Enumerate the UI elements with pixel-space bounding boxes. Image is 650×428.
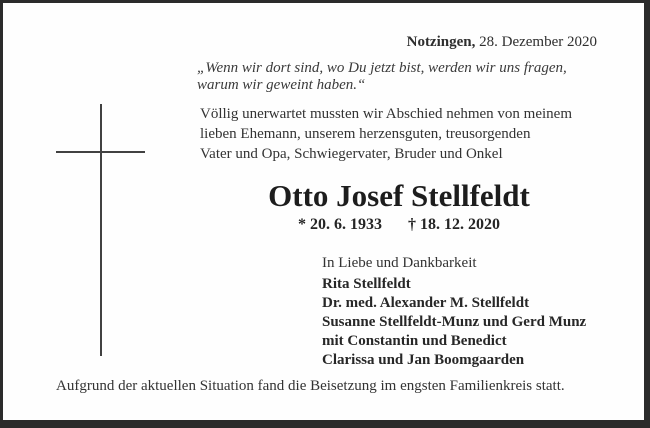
dateline-date: 28. Dezember 2020 <box>475 34 597 50</box>
mourner-item: Susanne Stellfeldt-Munz und Gerd Munz <box>322 314 587 330</box>
dateline <box>407 34 597 51</box>
footer-note: Aufgrund der aktuellen Situation fand die Beisetzung im engsten Familienkreis statt. <box>56 378 565 394</box>
intro-line-1: Völlig unerwartet mussten wir Abschied nehmen von meinem <box>200 106 573 122</box>
farewell-text: In Liebe und Dankbarkeit <box>322 255 477 271</box>
intro-line-3: Vater und Opa, Schwiegervater, Bruder und Onkel <box>200 146 503 162</box>
deceased-block <box>200 179 598 234</box>
intro-paragraph <box>200 104 572 164</box>
mourner-item: Clarissa und Jan Boomgaarden <box>322 352 525 368</box>
memorial-cross-icon <box>100 104 102 356</box>
life-dates <box>200 216 598 234</box>
mourner-item: mit Constantin und Benedict <box>322 333 507 349</box>
mourner-item: Dr. med. Alexander M. Stellfeldt <box>322 295 530 311</box>
mourners-list <box>322 275 586 370</box>
memorial-quote <box>197 60 567 94</box>
intro-line-2: lieben Ehemann, unserem herzensguten, treusorgenden <box>200 126 531 142</box>
mourner-item: Rita Stellfeldt <box>322 276 411 292</box>
deceased-name: Otto Josef Stellfeldt <box>268 178 530 213</box>
memorial-cross-icon <box>56 151 145 153</box>
quote-line-2: warum wir geweint haben.“ <box>197 77 366 93</box>
death-date: † 18. 12. 2020 <box>408 216 500 233</box>
quote-line-1: „Wenn wir dort sind, wo Du jetzt bist, werden wir uns fragen, <box>197 60 567 76</box>
birth-date: * 20. 6. 1933 <box>298 216 382 233</box>
dateline-place: Notzingen, <box>406 34 476 50</box>
